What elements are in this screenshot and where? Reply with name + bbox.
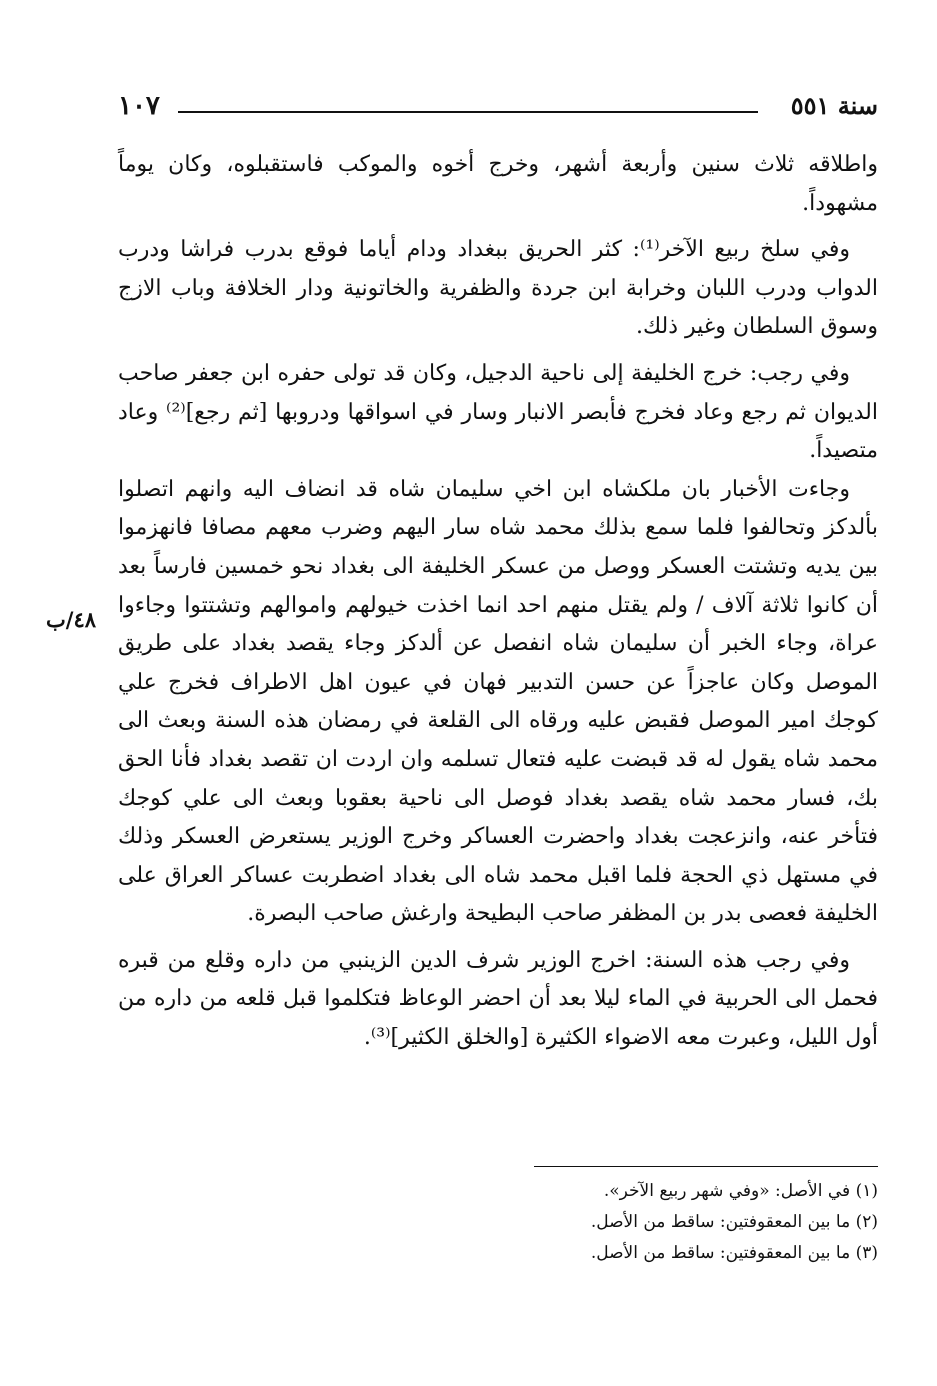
paragraph-5: وفي رجب هذه السنة: اخرج الوزير شرف الدين الزينبي من داره وقلع من قبره فحمل الى الحربية في الماء ليلا بعد أن احضر الوعاظ فتكلموا قبل قلعه من داره من أول الليل، وعبرت معه الاضواء الكثيرة [والخلق الكثير]⁽³⁾. <box>118 947 878 1051</box>
header-rule <box>178 111 758 113</box>
paragraph-2: وفي سلخ ربيع الآخر⁽¹⁾: كثر الحريق ببغداد ودام أياما فوقع بدرب فراشا ودرب الدواب ودرب اللبان وخرابة ابن جردة والظفرية والخاتونية ودار الخلافة وباب الازج وسوق السلطان وغير ذلك. <box>118 237 878 340</box>
paragraph-3: وفي رجب: خرج الخليفة إلى ناحية الدجيل، وكان قد تولى حفره ابن جعفر صاحب الديوان ثم رجع وعاد فخرج فأبصر الانبار وسار في اسواقها ودروبها [ثم رجع]⁽²⁾ وعاد متصيداً. <box>118 360 878 464</box>
running-head: سنة ٥٥١ <box>790 91 878 120</box>
footnotes <box>430 1176 878 1269</box>
footnote-2: (٢) ما بين المعقوفتين: ساقط من الأصل. <box>590 1212 878 1232</box>
page-header <box>118 84 878 128</box>
footnote-1: (١) في الأصل: «وفي شهر ربيع الآخر». <box>603 1181 878 1201</box>
footnote-3: (٣) ما بين المعقوفتين: ساقط من الأصل. <box>590 1243 878 1263</box>
folio-margin-note: ٤٨/ب <box>46 607 97 632</box>
body-text <box>118 146 878 1058</box>
page-number: ١٠٧ <box>118 91 160 121</box>
paragraph-4: وجاءت الأخبار بان ملكشاه ابن اخي سليمان شاه قد انضاف اليه وانهم اتصلوا بألدكز وتحالفوا فلما سمع بذلك محمد شاه سار اليهم وضرب معهم مصافا فانهزموا بين يديه وتشتت العسكر ووصل من عسكر الخليفة الى بغداد نحو خمسين فارساً بعد أن كانوا ثلاثة آلاف / ولم يقتل منهم احد انما اخذت خيولهم واموالهم وتشتتوا وجاءوا عراة، وجاء الخبر أن سليمان شاه انفصل عن ألدكز وجاء يقصد بغداد على طريق الموصل وكان عاجزاً عن حسن التدبير فهان في عيون اهل الاطراف فخرج علي كوجك امير الموصل فقبض عليه ورقاه الى القلعة في رمضان هذه السنة وبعث الى محمد شاه يقول له قد قبضت عليه فتعال تسلمه وان اردت ان تقصد بغداد فأنا الحق بك، فسار محمد شاه يقصد بغداد فوصل الى ناحية بعقوبا وبعث الى علي كوجك فتأخر عنه، وانزعجت بغداد واحضرت العساكر وخرج الوزير يستعرض العسكر وذلك في مستهل ذي الحجة فلما اقبل محمد شاه الى بغداد اضطربت عساكر العراق على الخليفة فعصى بدر بن المظفر صاحب البطيحة وارغش صاحب البصرة. <box>118 476 879 927</box>
footnote-separator <box>534 1166 878 1167</box>
paragraph-1: واطلاقه ثلاث سنين وأربعة أشهر، وخرج أخوه والموكب فاستقبلوه، وكان يوماً مشهوداً. <box>118 152 878 216</box>
